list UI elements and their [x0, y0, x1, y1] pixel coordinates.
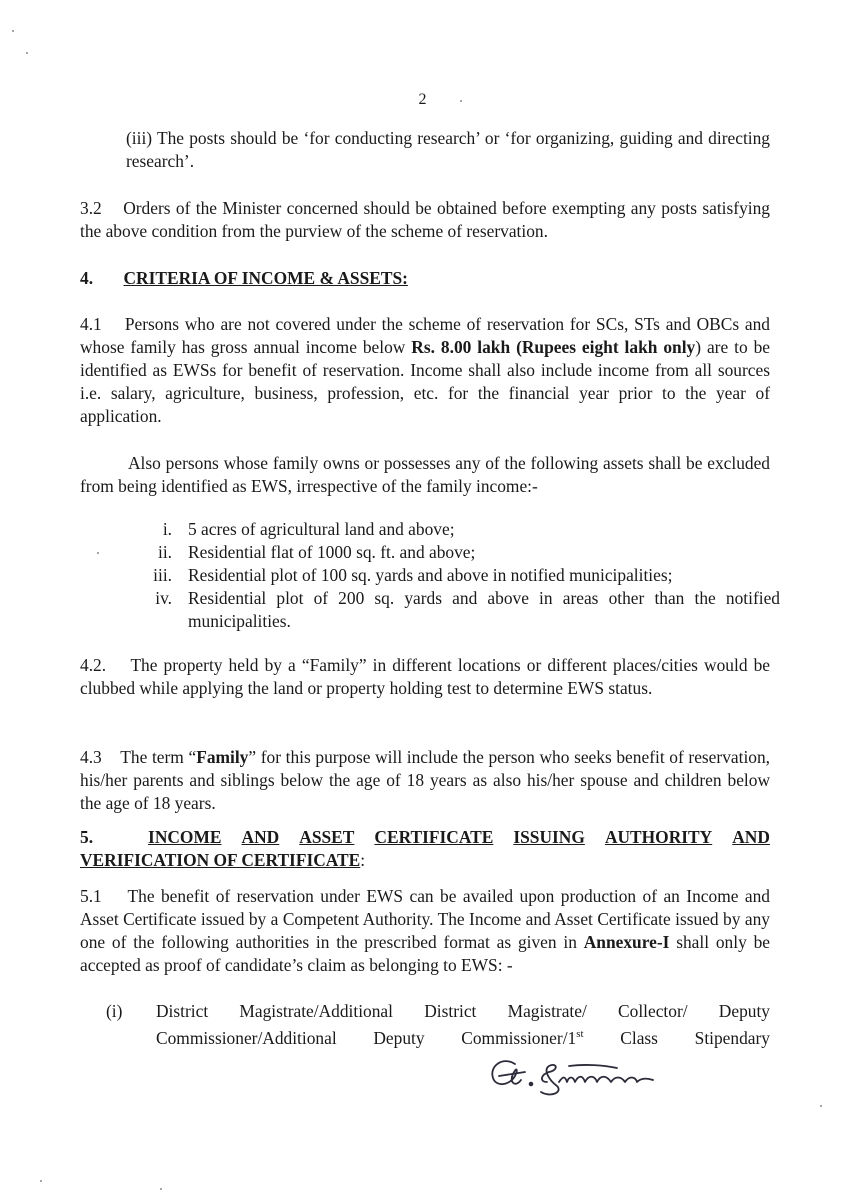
paragraph-5-1 — [80, 885, 770, 977]
scan-speck — [160, 1188, 162, 1190]
paragraph-4-3 — [80, 746, 770, 815]
paragraph-text: Orders of the Minister concerned should be obtained before exempting any posts satisfying the above condition from the purview of the scheme of reservation. — [80, 198, 770, 241]
paragraph-4-1 — [80, 313, 770, 428]
list-item — [130, 564, 780, 587]
authority-text-part: District Magistrate/Additional District Magistrate/ Collector/ Deputy Commissioner/Additional Deputy Commissioner/1 — [156, 1001, 770, 1048]
section-5-heading — [80, 826, 770, 872]
list-item — [130, 518, 780, 541]
authority-text-part2: Class Stipendary — [583, 1027, 770, 1048]
asset-list — [130, 518, 780, 633]
list-number: (i) — [106, 1001, 123, 1021]
list-text: 5 acres of agricultural land and above; — [188, 519, 455, 539]
clause-iii: (iii) The posts should be ‘for conducting research’ or ‘for organizing, guiding and directing research’. — [126, 128, 770, 171]
section-number: 5. — [80, 827, 94, 847]
list-number: ii. — [157, 542, 172, 562]
list-item — [130, 541, 780, 564]
paragraph-number: 4.2. — [80, 655, 107, 675]
scan-speck — [12, 30, 14, 32]
paragraph-number: 5.1 — [80, 886, 102, 906]
heading-word: ASSET — [299, 827, 355, 847]
annexure-ref: Annexure-I — [583, 932, 670, 952]
paragraph-number: 4.1 — [80, 314, 102, 334]
section-5-heading-line2 — [80, 849, 770, 872]
paragraph-assets-intro: Also persons whose family owns or possesses any of the following assets shall be excluded from being identified as EWS, irrespective of the family income:- — [80, 453, 770, 496]
heading-word: AND — [732, 827, 770, 847]
superscript: st — [576, 1028, 584, 1040]
list-item — [130, 587, 780, 633]
paragraph-number: 3.2 — [80, 198, 102, 218]
paragraph-3-2 — [80, 197, 770, 243]
paragraph-number: 4.3 — [80, 747, 102, 767]
list-text: Residential plot of 200 sq. yards and above in areas other than the notified municipalities. — [188, 588, 780, 631]
heading-word: AUTHORITY — [604, 827, 713, 847]
heading-colon: : — [360, 850, 366, 870]
paragraph-text-cont: ” for this purpose will include the person who seeks benefit of reservation, his/her parents and siblings below the age of 18 years as also his/her spouse and children below the age of 18 years. — [80, 747, 771, 813]
scan-speck — [40, 1180, 42, 1182]
paragraph-text-cont: ) are to be identified as EWSs for benefit of reservation. Income shall also include income from all sources i.e. salary, agriculture, business, profession, etc. for the financial year prior to the year of application. — [80, 337, 770, 426]
section-title: VERIFICATION OF CERTIFICATE — [80, 850, 361, 870]
section-5-heading-line1 — [80, 826, 770, 849]
signature — [485, 1052, 660, 1100]
scan-speck — [97, 552, 99, 554]
section-4-heading — [80, 267, 770, 290]
page-number: 2 — [418, 91, 427, 108]
section-number: 4. — [80, 268, 94, 288]
paragraph-text: Persons who are not covered under the scheme of reservation for SCs, STs and OBCs and whose family has gross annual income below — [80, 314, 771, 357]
signature-stroke — [541, 1065, 559, 1095]
scan-speck — [26, 52, 28, 54]
paragraph-text: The term “ — [120, 747, 197, 767]
scan-speck — [460, 100, 462, 102]
section-title: CRITERIA OF INCOME & ASSETS: — [123, 268, 408, 288]
heading-word: INCOME — [148, 827, 222, 847]
list-number: i. — [162, 519, 172, 539]
list-number: iii. — [153, 565, 172, 585]
authority-item — [106, 1000, 770, 1050]
paragraph-text: The benefit of reservation under EWS can be availed upon production of an Income and Asset Certificate issued by a Competent Authority. The Income and Asset Certificate issued by any one of the following authorities in the prescribed format as given in — [80, 886, 771, 952]
scan-speck — [820, 1105, 822, 1107]
heading-word: CERTIFICATE — [374, 827, 494, 847]
signature-dot — [530, 1083, 533, 1086]
list-text: Residential flat of 1000 sq. ft. and above; — [188, 542, 476, 562]
income-limit: Rs. 8.00 lakh (Rupees eight lakh only — [411, 337, 696, 357]
authority-text — [156, 1000, 770, 1050]
paragraph-text: The property held by a “Family” in different locations or different places/cities would be clubbed while applying the land or property holding test to determine EWS status. — [80, 655, 771, 698]
signature-stroke — [569, 1065, 617, 1068]
heading-word: AND — [241, 827, 280, 847]
paragraph-text-cont: shall only be accepted as proof of candidate’s claim as belonging to EWS: - — [80, 932, 771, 975]
paragraph-4-2 — [80, 654, 770, 700]
list-number: iv. — [155, 588, 172, 608]
heading-word: ISSUING — [513, 827, 585, 847]
signature-stroke — [559, 1077, 653, 1082]
list-text: Residential plot of 100 sq. yards and above in notified municipalities; — [188, 565, 673, 585]
term-family: Family — [196, 747, 249, 767]
